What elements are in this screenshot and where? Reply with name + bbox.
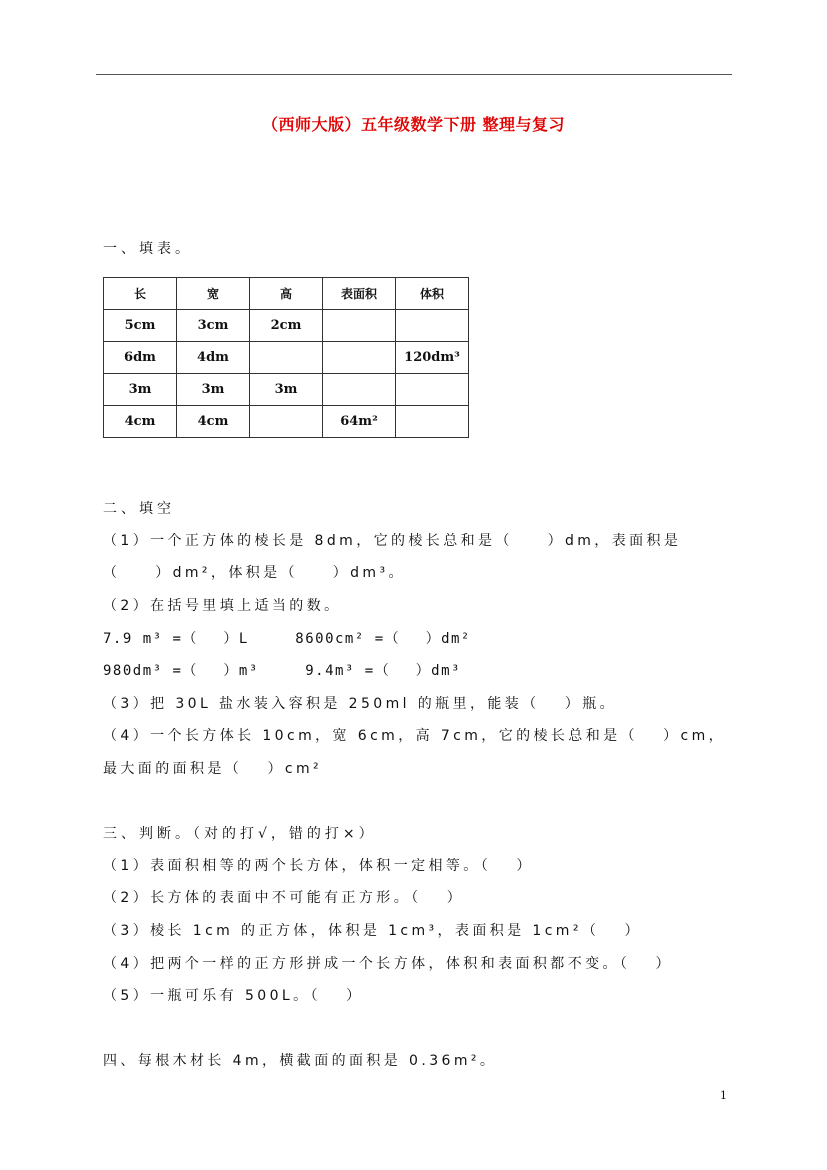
header-surface-area: 表面积 [323, 278, 396, 310]
table-cell: 2cm [250, 310, 323, 342]
judgement-line: （2）长方体的表面中不可能有正方形。（ ） [103, 890, 465, 906]
table-cell: 4cm [177, 406, 250, 438]
table-cell [396, 310, 469, 342]
table-header-row [104, 278, 469, 310]
page-number: 1 [720, 1089, 727, 1102]
section-4-heading: 四、每根木材长 4m，横截面的面积是 0.36m²。 [103, 1053, 498, 1069]
conversion-line: 980dm³ =（ ）m³ 9.4m³ =（ ）dm³ [103, 663, 461, 679]
section-1-heading: 一、填表。 [103, 241, 193, 257]
table-cell: 3m [250, 374, 323, 406]
table-row [104, 342, 469, 374]
table-row [104, 310, 469, 342]
header-volume: 体积 [396, 278, 469, 310]
table-cell: 5cm [104, 310, 177, 342]
fill-table [103, 277, 469, 438]
table-cell: 4cm [104, 406, 177, 438]
fill-blank-line: （4）一个长方体长 10cm，宽 6cm，高 7cm，它的棱长总和是（ ）cm， [103, 728, 727, 744]
table-cell: 120dm³ [396, 342, 469, 374]
header-height: 高 [250, 278, 323, 310]
table-cell [250, 406, 323, 438]
fill-blank-line: （2）在括号里填上适当的数。 [103, 598, 342, 614]
table-cell: 6dm [104, 342, 177, 374]
table-cell: 3cm [177, 310, 250, 342]
judgement-line: （5）一瓶可乐有 500L。（ ） [103, 988, 364, 1004]
section-2-heading: 二、填空 [103, 501, 175, 517]
header-width: 宽 [177, 278, 250, 310]
table-cell: 3m [177, 374, 250, 406]
table-cell [396, 406, 469, 438]
header-length: 长 [104, 278, 177, 310]
table-cell: 4dm [177, 342, 250, 374]
fill-blank-line: （ ）dm²，体积是（ ）dm³。 [103, 565, 406, 581]
fill-blank-line: （3）把 30L 盐水装入容积是 250ml 的瓶里，能装（ ）瓶。 [103, 696, 618, 712]
table-cell [323, 342, 396, 374]
fill-blank-line [103, 660, 461, 680]
table-cell [396, 374, 469, 406]
judgement-line: （3）棱长 1cm 的正方体，体积是 1cm³，表面积是 1cm²（ ） [103, 923, 642, 939]
judgement-line: （1）表面积相等的两个长方体，体积一定相等。（ ） [103, 858, 534, 874]
table-row [104, 374, 469, 406]
conversion-line: 7.9 m³ =（ ）L 8600cm² =（ ）dm² [103, 631, 471, 647]
fill-blank-line: 最大面的面积是（ ）cm² [103, 761, 322, 777]
judgement-line: （4）把两个一样的正方形拼成一个长方体，体积和表面积都不变。（ ） [103, 956, 673, 972]
section-3-heading: 三、判断。（对的打√，错的打×） [103, 826, 377, 842]
document-title: （西师大版）五年级数学下册 整理与复习 [261, 115, 566, 134]
table-cell [323, 374, 396, 406]
table-cell: 3m [104, 374, 177, 406]
header-rule [96, 74, 732, 75]
fill-blank-line: （1）一个正方体的棱长是 8dm，它的棱长总和是（ ）dm，表面积是 [103, 533, 682, 549]
table-cell [323, 310, 396, 342]
table-cell: 64m² [323, 406, 396, 438]
table-row [104, 406, 469, 438]
fill-blank-line [103, 628, 471, 648]
table-cell [250, 342, 323, 374]
